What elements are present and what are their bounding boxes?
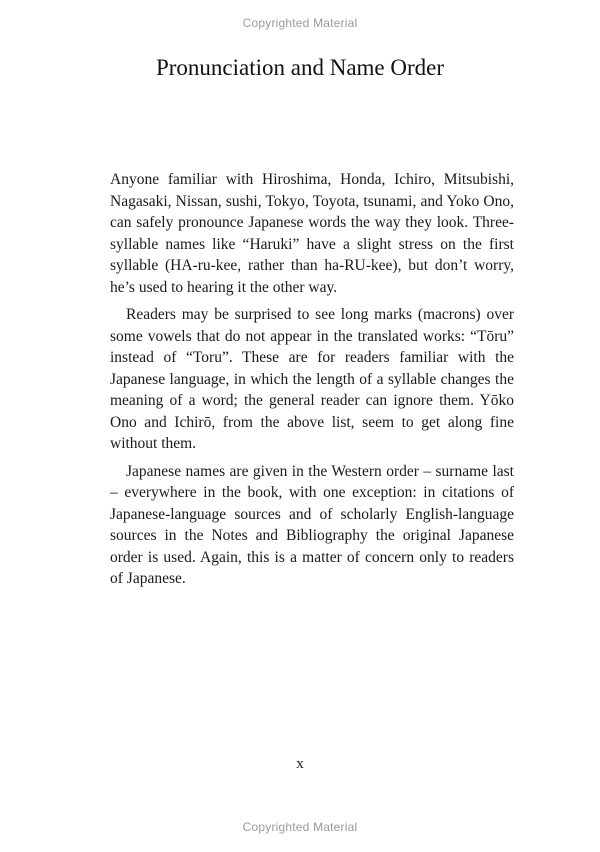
- paragraph-3: Japanese names are given in the Western order – surname last – everywhere in the book, with one exception: in citations of Japanese-language sources and of scholarly English-language sources in the Notes and Bibliography the original Japanese order is used. Again, this is a matter of concern only to readers of Japanese.: [110, 462, 514, 587]
- paragraph-1: Anyone familiar with Hiroshima, Honda, Ichiro, Mitsubishi, Nagasaki, Nissan, sushi, Tokyo, Toyota, tsunami, and Yoko Ono, can safely pronounce Japanese words the way they look. Three-syllable names like “Haruki” have a slight stress on the first syllable (HA-ru-kee, rather than ha-RU-kee), but don’t worry, he’s used to hearing it the other way.: [110, 171, 514, 296]
- paragraph-2: Readers may be surprised to see long marks (macrons) over some vowels that do not appear in the translated works: “Tōru” instead of “Toru”. These are for readers familiar with the Japanese language, in which the length of a syllable changes the meaning of a word; the general reader can ignore them. Yōko Ono and Ichirō, from the above list, seem to get along fine without them.: [110, 306, 514, 452]
- body-text: [110, 169, 514, 596]
- copyright-watermark-bottom: Copyrighted Material: [242, 820, 358, 834]
- copyright-watermark-top: Copyrighted Material: [242, 16, 358, 30]
- page-title: Pronunciation and Name Order: [155, 55, 445, 80]
- page-number: x: [296, 756, 304, 772]
